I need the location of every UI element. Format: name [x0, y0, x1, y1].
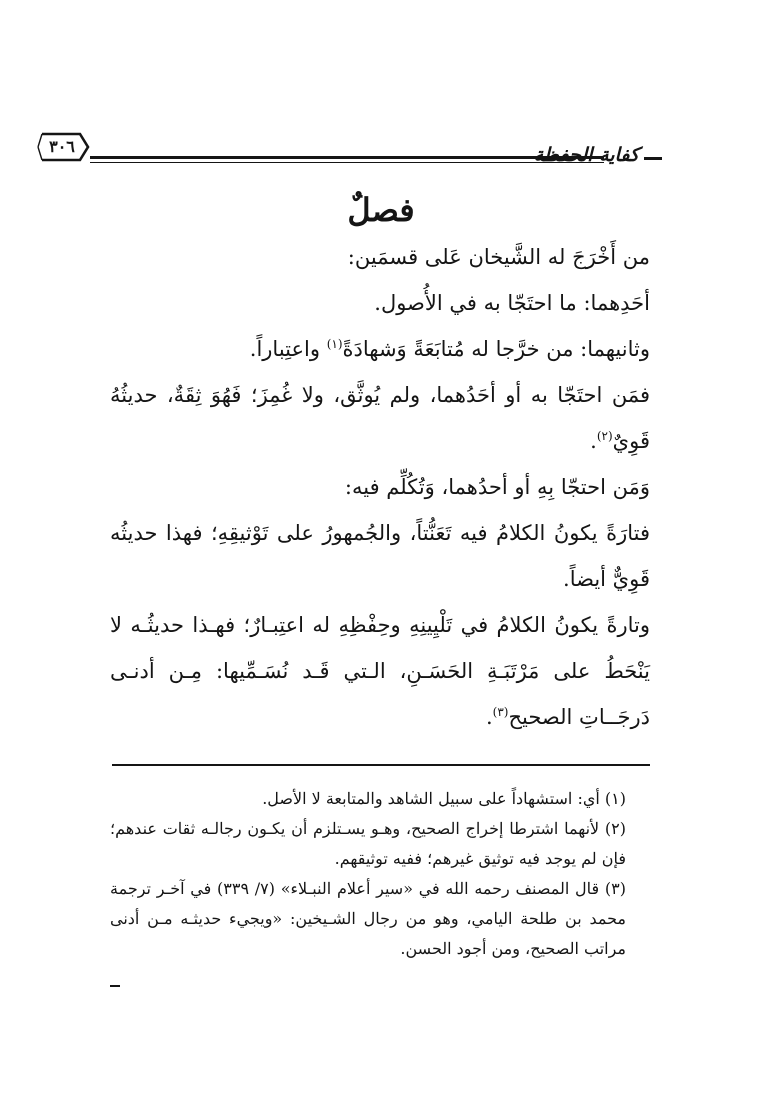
- footnote-3: (٣) قال المصنف رحمه الله في «سير أعلام النبـلاء» (٧/ ٣٣٩) في آخـر ترجمة محمد بن طلحة اليامي، وهو من رجال الشـيخين: «ويجيء حديثـه مـن أدنى مراتب الصحيح، ومن أجود الحسن.: [110, 879, 627, 958]
- paragraph-text: واعتِباراً.: [249, 337, 321, 361]
- footnote-separator: [112, 764, 650, 766]
- paragraph-hasan-grade: [110, 602, 650, 740]
- running-title: كفاية الحفظة: [533, 144, 639, 166]
- footnote-2: (٢) لأنهما اشترطا إخراج الصحيح، وهـو يسـتلزم أن يكـون رجالـه ثقات عندهم؛ فإن لم يوجد فيه توثيق غيرهم؛ ففيه توثيقهم.: [110, 819, 626, 868]
- paragraph-text: وَمَن احتجّا بِهِ أو أحدُهما، وَتُكُلِّم فيه:: [344, 475, 650, 499]
- paragraph-text: .: [590, 429, 597, 453]
- paragraph-first-category: [110, 280, 650, 326]
- paragraph-text: فمَن احتَجّا به أو أحَدُهما، ولم يُوثَّق، ولا غُمِزَ؛ فَهُوَ ثِقَةٌ، حديثُهُ قَوِيٌ: [110, 383, 650, 453]
- paragraph-intro: [110, 234, 650, 280]
- paragraph-text: وتارةً يكونُ الكلامُ في تَلْيِينِهِ وحِفْظِهِ له اعتِبـارٌ؛ فهـذا حديثُـه لا يَنْحَطُ على مَرْتَبَـةِ الحَسَـنِ، الـتي قَـد نُسَـمِّيها: مِـن أدنـى دَرجَــاتِ الصحيح: [110, 613, 650, 729]
- footnote-ref-1[interactable]: (١): [326, 337, 343, 351]
- paragraph-second-category: [110, 326, 650, 372]
- header-rule: [90, 156, 604, 163]
- page-number: ٣٠٦: [49, 137, 75, 156]
- paragraph-text: وثانيهما: من خرَّجا له مُتابَعَةً وَشهادَةً: [342, 337, 650, 361]
- footnote-1: (١) أي: استشهاداً على سبيل الشاهد والمتابعة لا الأصل.: [262, 789, 626, 808]
- section-heading: فصلٌ: [347, 191, 415, 229]
- paragraph-text: من أَخْرَجَ له الشَّيخان عَلى قسمَين:: [347, 245, 650, 269]
- paragraph-criticized-narrator: [110, 464, 650, 510]
- paragraph-text: .: [485, 705, 493, 729]
- footnote-ref-3[interactable]: (٣): [492, 705, 509, 719]
- paragraph-text: أحَدِهما: ما احتَجّا به في الأُصول.: [374, 291, 650, 315]
- body-text: [110, 234, 650, 740]
- page-number-badge: [34, 130, 90, 164]
- paragraph-trusted-narrator: [110, 372, 650, 464]
- footnote-ref-2[interactable]: (٢): [596, 429, 613, 443]
- footnotes: [110, 784, 650, 964]
- running-title-dash: [644, 157, 662, 160]
- footnote-end-dash: [110, 985, 120, 987]
- paragraph-text: فتارَةً يكونُ الكلامُ فيه تَعَنُّتاً، والجُمهورُ على تَوْثيقِهِ؛ فهذا حديثُه قَوِيٌّ أيضاً.: [110, 521, 650, 591]
- paragraph-strong-hadith: [110, 510, 650, 602]
